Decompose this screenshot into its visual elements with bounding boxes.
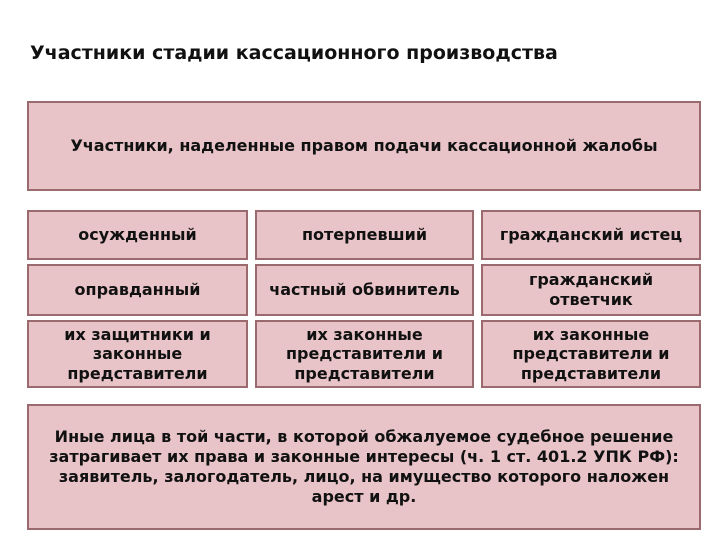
cell-text: осужденный <box>78 225 197 245</box>
cell-text: потерпевший <box>301 225 428 245</box>
cell-r3-c1 <box>27 320 248 388</box>
cell-text: гражданский ответчик <box>528 270 654 309</box>
cell-r1-c3 <box>481 210 701 260</box>
cell-r3-c3 <box>481 320 701 388</box>
cell-text: частный обвинитель <box>269 280 460 300</box>
cell-text: их законные представители и представители <box>285 324 443 383</box>
cell-text: гражданский истец <box>499 225 683 245</box>
cell-r2-c3 <box>481 264 701 316</box>
cell-text: их законные представители и представители <box>512 324 670 383</box>
cell-r2-c2 <box>255 264 474 316</box>
cell-r3-c2 <box>255 320 474 388</box>
cell-r1-c1 <box>27 210 248 260</box>
cell-r1-c2 <box>255 210 474 260</box>
header-box <box>27 101 701 191</box>
other-persons-text: Иные лица в той части, в которой обжалуемое судебное решение затрагивает их права и законные интересы (ч. 1 ст. 401.2 УПК РФ): заявитель, залогодатель, лицо, на имущество которого наложен арест и др. <box>49 427 679 506</box>
other-persons-box <box>27 404 701 530</box>
cell-r2-c1 <box>27 264 248 316</box>
page-title: Участники стадии кассационного производства <box>30 42 558 64</box>
cell-text: оправданный <box>74 280 201 300</box>
header-text: Участники, наделенные правом подачи кассационной жалобы <box>70 136 658 156</box>
cell-text: их защитники и законные представители <box>64 324 211 383</box>
